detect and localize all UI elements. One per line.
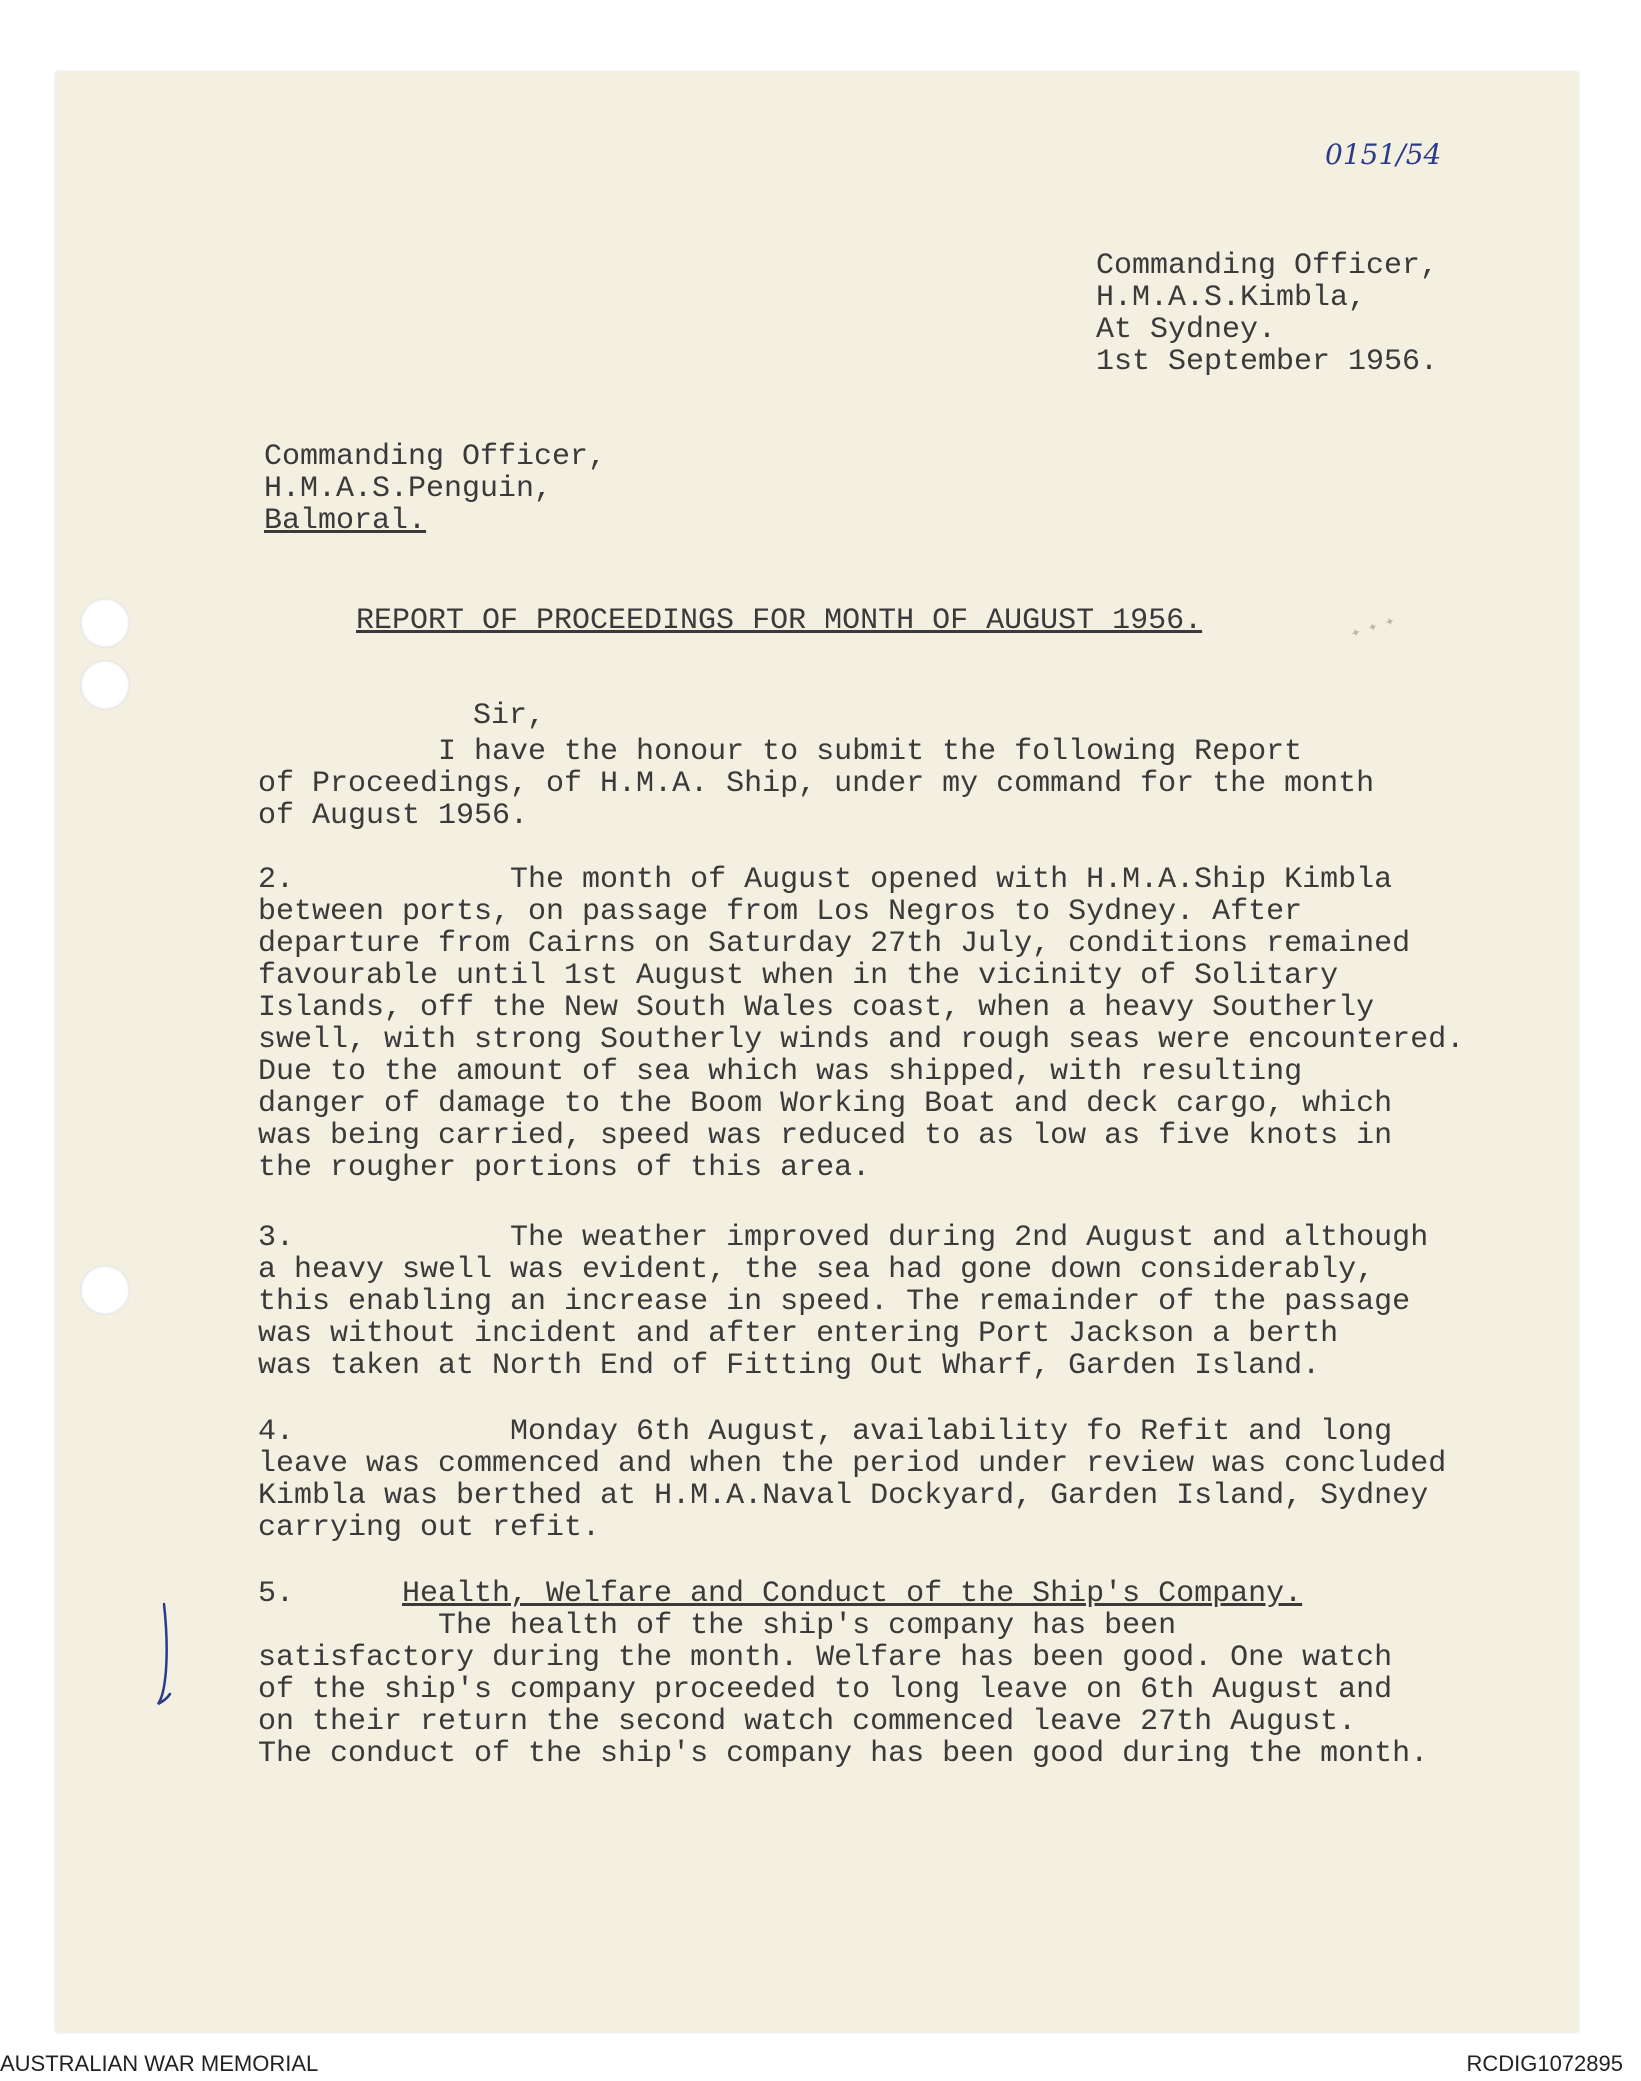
recipient-line: H.M.A.S.Penguin, bbox=[264, 472, 553, 506]
file-reference: 0151/54 bbox=[1325, 138, 1442, 171]
text-line: The conduct of the ship's company has been good during the month. bbox=[258, 1737, 1429, 1771]
text-line: favourable until 1st August when in the vicinity of Solitary bbox=[258, 959, 1339, 993]
faint-stamp: ✦ ✦ ✦ bbox=[1349, 612, 1399, 642]
text-line: a heavy swell was evident, the sea had gone down considerably, bbox=[258, 1253, 1375, 1287]
text-line: carrying out refit. bbox=[258, 1511, 601, 1545]
salutation: Sir, bbox=[473, 699, 546, 733]
text-line: The health of the ship's company has been bbox=[258, 1609, 1177, 1643]
text-line: 4. Monday 6th August, availability fo Refit and long bbox=[258, 1415, 1393, 1449]
sender-line: Commanding Officer, bbox=[1096, 249, 1439, 283]
text-line: of August 1956. bbox=[258, 799, 529, 833]
sender-line: At Sydney. bbox=[1096, 313, 1277, 347]
punch-hole bbox=[80, 598, 130, 648]
text-line: Islands, off the New South Wales coast, when a heavy Southerly bbox=[258, 991, 1375, 1025]
text-line: of the ship's company proceeded to long leave on 6th August and bbox=[258, 1673, 1393, 1707]
margin-pen-mark bbox=[150, 1600, 180, 1710]
punch-hole bbox=[80, 1265, 130, 1315]
text-line: 2. The month of August opened with H.M.A.Ship Kimbla bbox=[258, 863, 1393, 897]
recipient-line: Balmoral. bbox=[264, 504, 427, 538]
text-line: on their return the second watch commenced leave 27th August. bbox=[258, 1705, 1357, 1739]
punch-hole bbox=[80, 660, 130, 710]
text-line: departure from Cairns on Saturday 27th July, conditions remained bbox=[258, 927, 1411, 961]
text-line: was taken at North End of Fitting Out Wharf, Garden Island. bbox=[258, 1349, 1321, 1383]
text-line: Kimbla was berthed at H.M.A.Naval Dockyard, Garden Island, Sydney bbox=[258, 1479, 1429, 1513]
text-line: the rougher portions of this area. bbox=[258, 1151, 871, 1185]
text-line: swell, with strong Southerly winds and rough seas were encountered. bbox=[258, 1023, 1465, 1057]
section-heading: Health, Welfare and Conduct of the Ship's Company. bbox=[402, 1577, 1303, 1611]
footer-institution: AUSTRALIAN WAR MEMORIAL bbox=[0, 2051, 319, 2076]
recipient-line: Commanding Officer, bbox=[264, 440, 607, 474]
text-line: between ports, on passage from Los Negros to Sydney. After bbox=[258, 895, 1303, 929]
text-line: was without incident and after entering Port Jackson a berth bbox=[258, 1317, 1339, 1351]
text-line: danger of damage to the Boom Working Boat and deck cargo, which bbox=[258, 1087, 1393, 1121]
letter-date: 1st September 1956. bbox=[1096, 345, 1439, 379]
paragraph-number: 5. bbox=[258, 1577, 295, 1611]
sender-line: H.M.A.S.Kimbla, bbox=[1096, 281, 1367, 315]
text-line: Due to the amount of sea which was shipped, with resulting bbox=[258, 1055, 1303, 1089]
text-line: leave was commenced and when the period under review was concluded bbox=[258, 1447, 1447, 1481]
footer-catalog-id: RCDIG1072895 bbox=[1466, 2051, 1623, 2076]
text-line: was being carried, speed was reduced to as low as five knots in bbox=[258, 1119, 1393, 1153]
text-line: I have the honour to submit the following Report bbox=[258, 735, 1303, 769]
text-line: of Proceedings, of H.M.A. Ship, under my command for the month bbox=[258, 767, 1375, 801]
text-line: 3. The weather improved during 2nd August and although bbox=[258, 1221, 1429, 1255]
archive-footer bbox=[0, 2047, 1641, 2081]
text-line: satisfactory during the month. Welfare has been good. One watch bbox=[258, 1641, 1393, 1675]
report-title: REPORT OF PROCEEDINGS FOR MONTH OF AUGUST 1956. bbox=[356, 604, 1203, 638]
text-line: this enabling an increase in speed. The remainder of the passage bbox=[258, 1285, 1411, 1319]
